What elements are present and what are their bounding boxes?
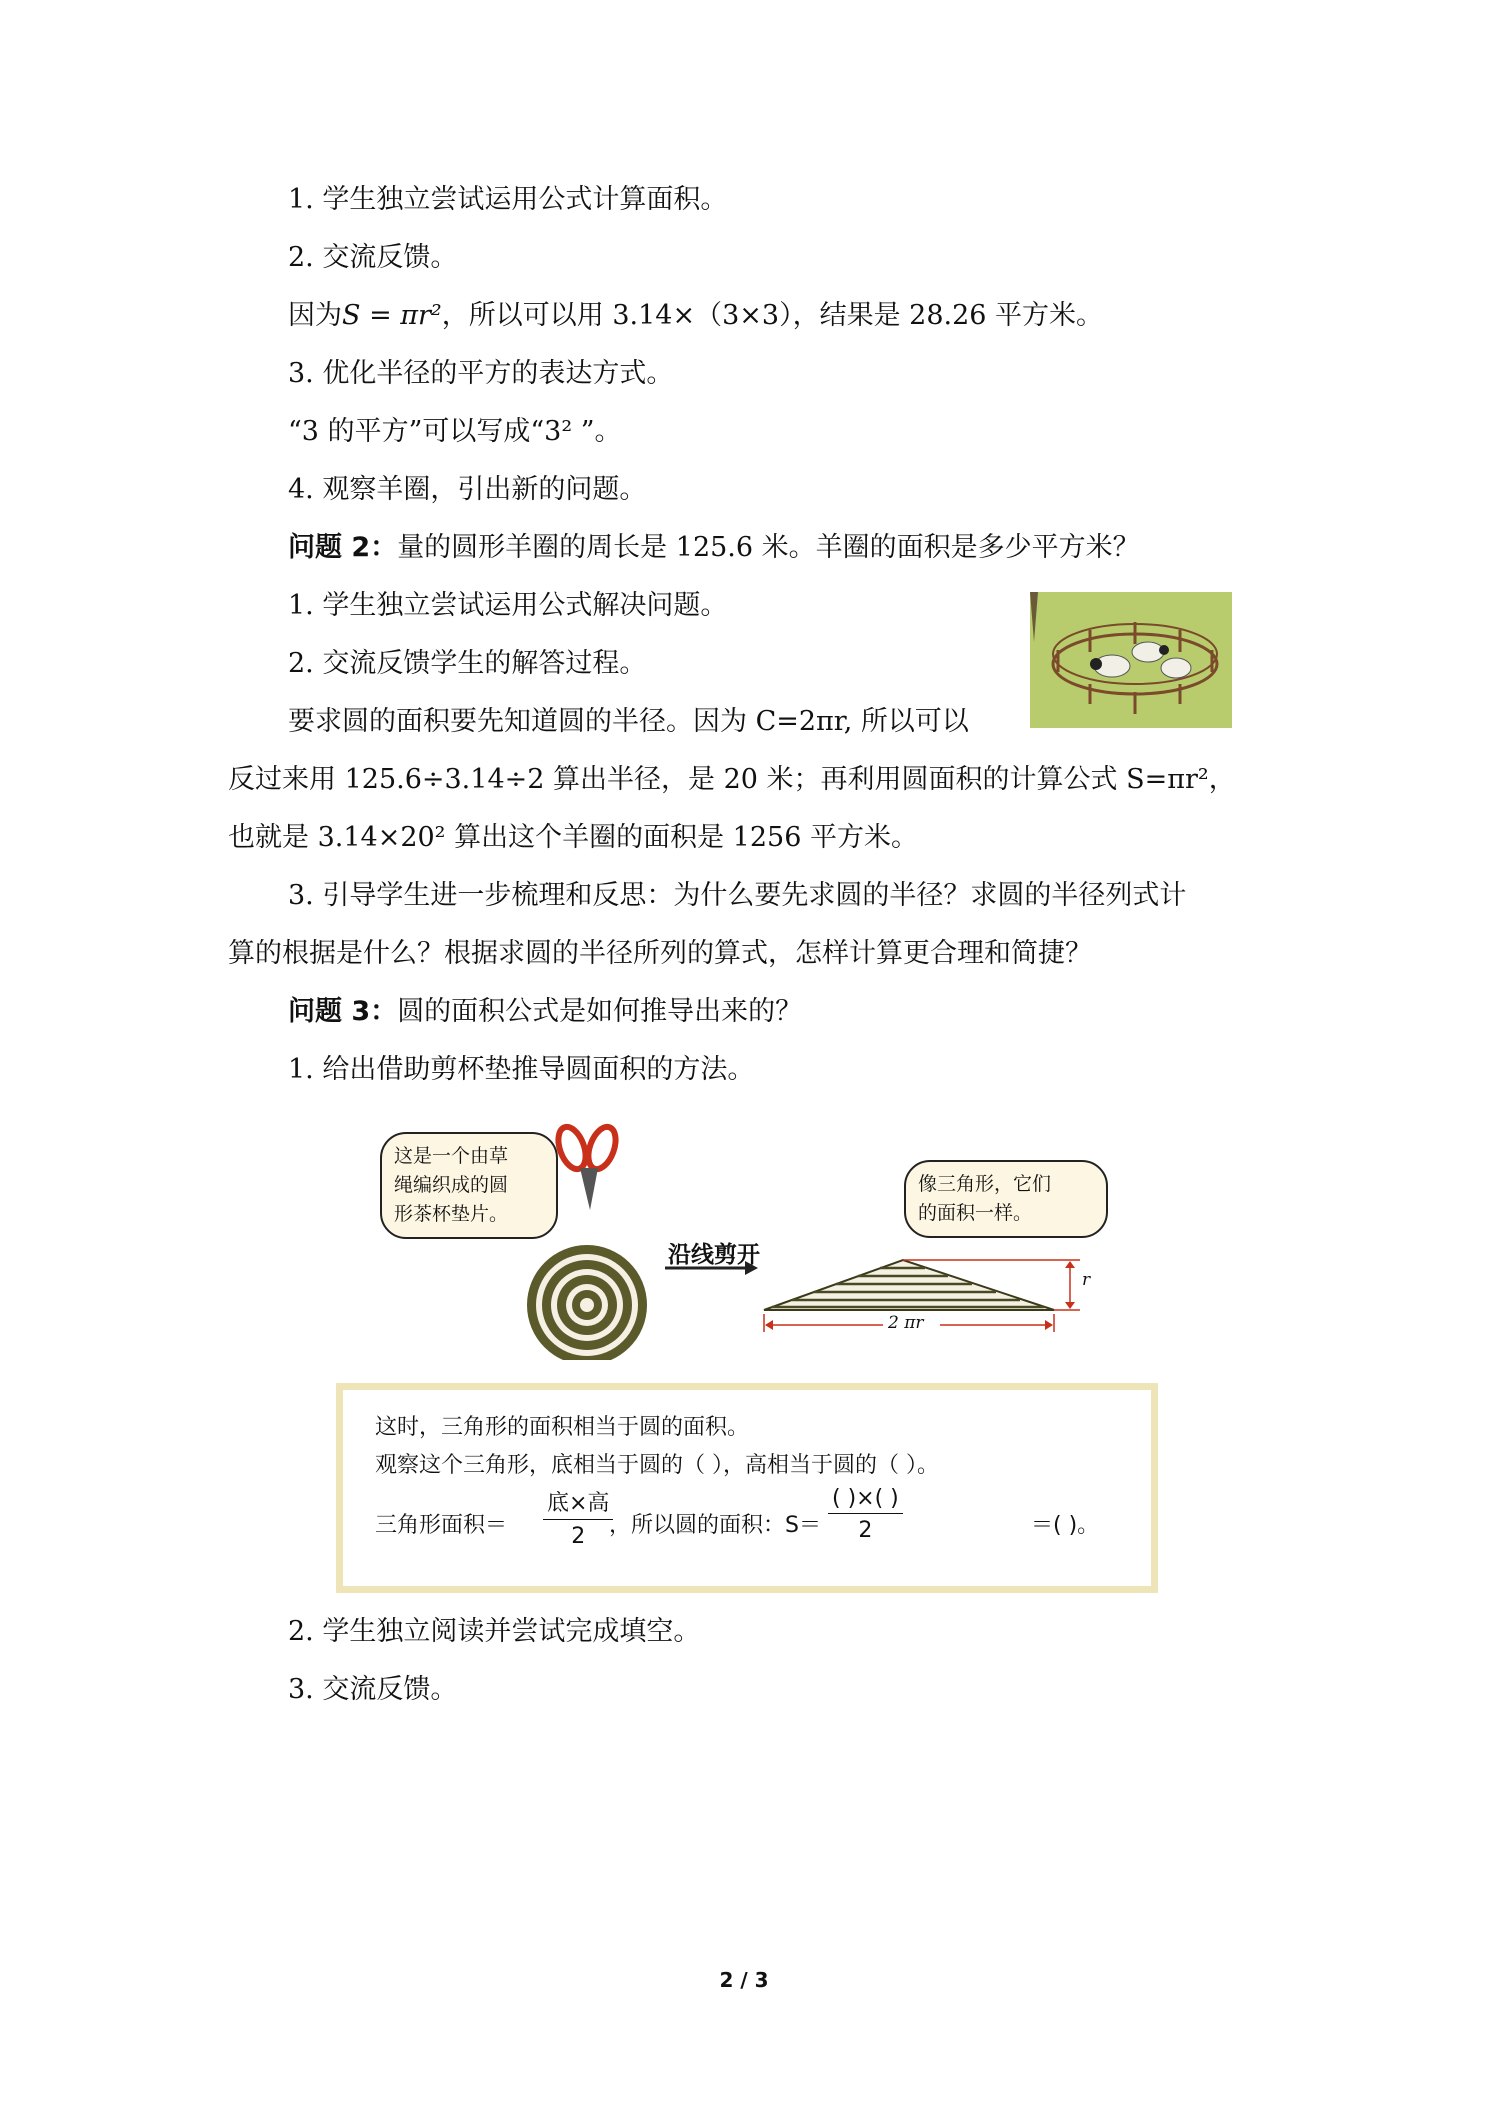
derivation-figure: [380, 1120, 1160, 1360]
fraction-denominator: 2: [858, 1518, 873, 1543]
text-line: 算的根据是什么？根据求圆的半径所列的算式，怎样计算更合理和简捷？: [228, 938, 1092, 969]
text-fragment: 因为: [288, 300, 342, 331]
area-formula: S = πr²: [342, 300, 442, 331]
box-formula-suffix: ＝( )。: [1031, 1513, 1100, 1538]
height-label: r: [1082, 1270, 1091, 1290]
text-fragment: ，所以可以用 3.14×（3×3），结果是 28.26 平方米。: [441, 300, 1104, 331]
text-line: 也就是 3.14×20² 算出这个羊圈的面积是 1256 平方米。: [228, 822, 918, 853]
question-3: [288, 992, 802, 1032]
box-line: 观察这个三角形，底相当于圆的（ ），高相当于圆的（ ）。: [375, 1453, 939, 1478]
question-label: 问题 2：: [288, 532, 398, 563]
text-line: 1. 学生独立尝试运用公式计算面积。: [288, 184, 728, 215]
text-line: 3. 交流反馈。: [288, 1674, 458, 1705]
scissors-icon: [553, 1123, 621, 1210]
base-label: 2 πr: [888, 1313, 924, 1333]
question-text: 量的圆形羊圈的周长是 125.6 米。羊圈的面积是多少平方米？: [397, 532, 1140, 563]
sheep-pen-illustration: [1030, 592, 1232, 728]
text-line: 要求圆的面积要先知道圆的半径。因为 C=2πr, 所以可以: [288, 706, 969, 737]
speech-bubble-right: 像三角形，它们 的面积一样。: [904, 1160, 1108, 1238]
text-line: 2. 交流反馈学生的解答过程。: [288, 648, 647, 679]
text-line: 3. 引导学生进一步梳理和反思：为什么要先求圆的半径？求圆的半径列式计: [288, 880, 1187, 911]
speech-bubble-left: 这是一个由草 绳编织成的圆 形茶杯垫片。: [380, 1132, 558, 1239]
question-text: 圆的面积公式是如何推导出来的？: [397, 996, 803, 1027]
fraction-numerator: 底×高: [543, 1486, 613, 1520]
triangle-area-fraction: [543, 1486, 613, 1549]
text-line: 2. 学生独立阅读并尝试完成填空。: [288, 1616, 701, 1647]
fraction-numerator: ( )×( ): [828, 1486, 903, 1514]
coaster-mat: [527, 1245, 647, 1360]
figure-graphics: [380, 1120, 1160, 1360]
text-line: 反过来用 125.6÷3.14÷2 算出半径，是 20 米；再利用圆面积的计算公式 S=πr²，: [228, 764, 1236, 795]
fill-in-box: [336, 1383, 1158, 1593]
question-2: [288, 528, 1140, 568]
page-number: 2 / 3: [719, 1968, 769, 1992]
text-line: “3 的平方”可以写成“3² ”。: [288, 416, 622, 447]
box-formula-prefix: 三角形面积＝: [375, 1513, 508, 1538]
text-line: 4. 观察羊圈，引出新的问题。: [288, 474, 647, 505]
box-line: 这时，三角形的面积相当于圆的面积。: [375, 1415, 750, 1440]
triangle-shape: [764, 1260, 1054, 1310]
circle-area-fraction: [828, 1486, 903, 1543]
text-line: 1. 给出借助剪杯垫推导圆面积的方法。: [288, 1054, 755, 1085]
box-formula-middle: ，所以圆的面积：S＝: [609, 1513, 821, 1538]
fraction-denominator: 2: [571, 1524, 586, 1549]
text-line: 2. 交流反馈。: [288, 242, 458, 273]
question-label: 问题 3：: [288, 996, 398, 1027]
text-line: 1. 学生独立尝试运用公式解决问题。: [288, 590, 728, 621]
text-line: [288, 296, 1103, 336]
cut-label: 沿线剪开: [668, 1242, 760, 1268]
text-line: 3. 优化半径的平方的表达方式。: [288, 358, 674, 389]
